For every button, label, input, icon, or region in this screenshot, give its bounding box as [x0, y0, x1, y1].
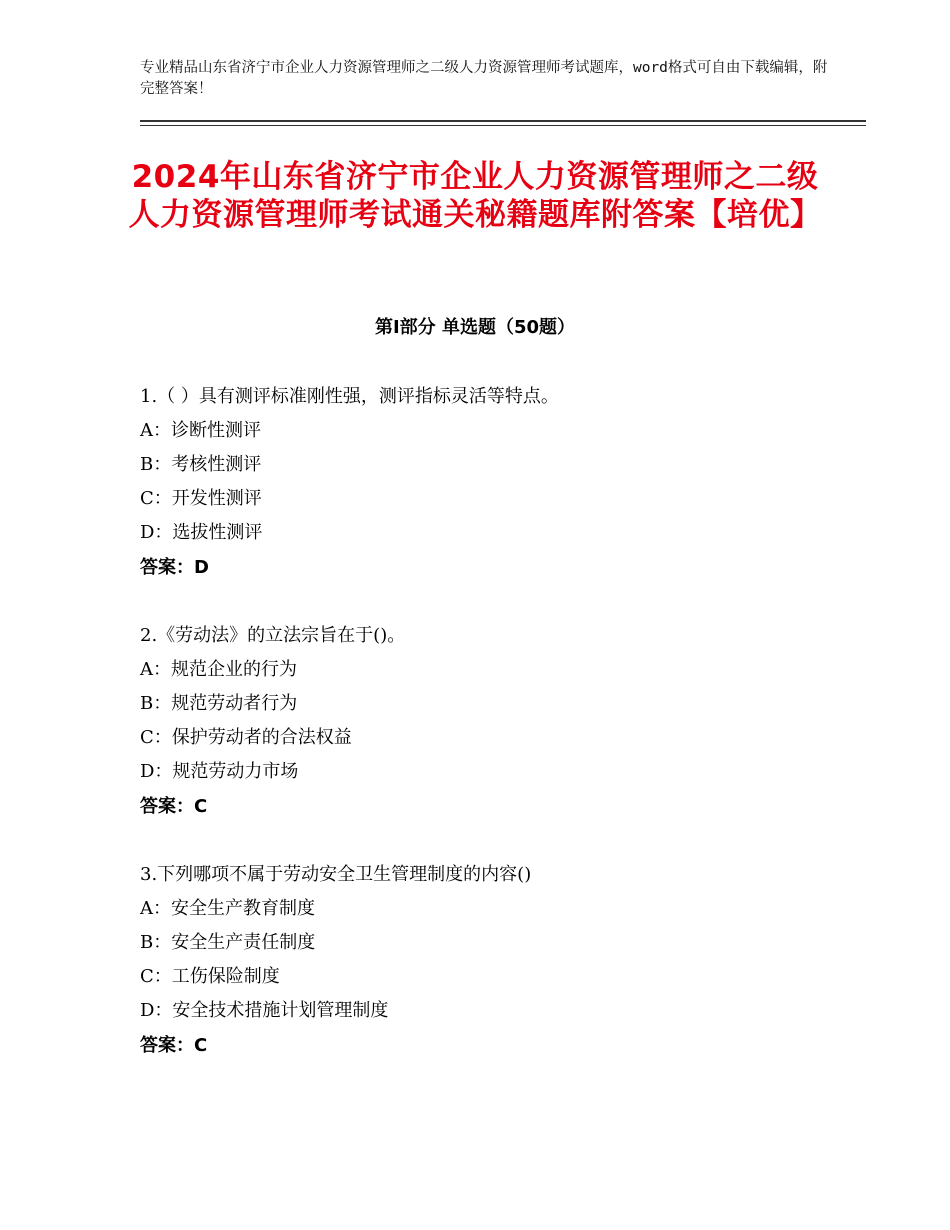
option-a: A：规范企业的行为: [140, 659, 297, 680]
question-item: [140, 619, 840, 825]
header-note: 专业精品山东省济宁市企业人力资源管理师之二级人力资源管理师考试题库，word格式可自由下载编辑，附完整答案！: [140, 60, 828, 97]
question-stem: 3.下列哪项不属于劳动安全卫生管理制度的内容(): [140, 864, 532, 885]
question-stem: 2.《劳动法》的立法宗旨在于()。: [140, 625, 406, 646]
question-item: [140, 380, 840, 586]
option-b: B：安全生产责任制度: [140, 932, 316, 953]
option-b: B：规范劳动者行为: [140, 693, 298, 714]
question-stem: 1.（ ）具有测评标准刚性强，测评指标灵活等特点。: [140, 386, 559, 407]
option-b: B：考核性测评: [140, 454, 262, 475]
option-d: D：规范劳动力市场: [140, 761, 299, 782]
option-a: A：安全生产教育制度: [140, 898, 315, 919]
answer-label: 答案：C: [140, 796, 208, 817]
option-a: A：诊断性测评: [140, 420, 261, 441]
section-heading: 第Ⅰ部分 单选题（50题）: [374, 317, 575, 338]
document-title: 2024年山东省济宁市企业人力资源管理师之二级人力资源管理师考试通关秘籍题库附答案【培优】: [128, 159, 822, 233]
option-c: C：开发性测评: [140, 488, 262, 509]
question-list: [140, 380, 840, 1097]
answer-label: 答案：C: [140, 1035, 208, 1056]
option-d: D：安全技术措施计划管理制度: [140, 1000, 389, 1021]
answer-label: 答案：D: [140, 557, 209, 578]
option-c: C：保护劳动者的合法权益: [140, 727, 352, 748]
question-item: [140, 858, 840, 1064]
option-c: C：工伤保险制度: [140, 966, 280, 987]
header-divider: [140, 120, 866, 126]
option-d: D：选拔性测评: [140, 522, 263, 543]
